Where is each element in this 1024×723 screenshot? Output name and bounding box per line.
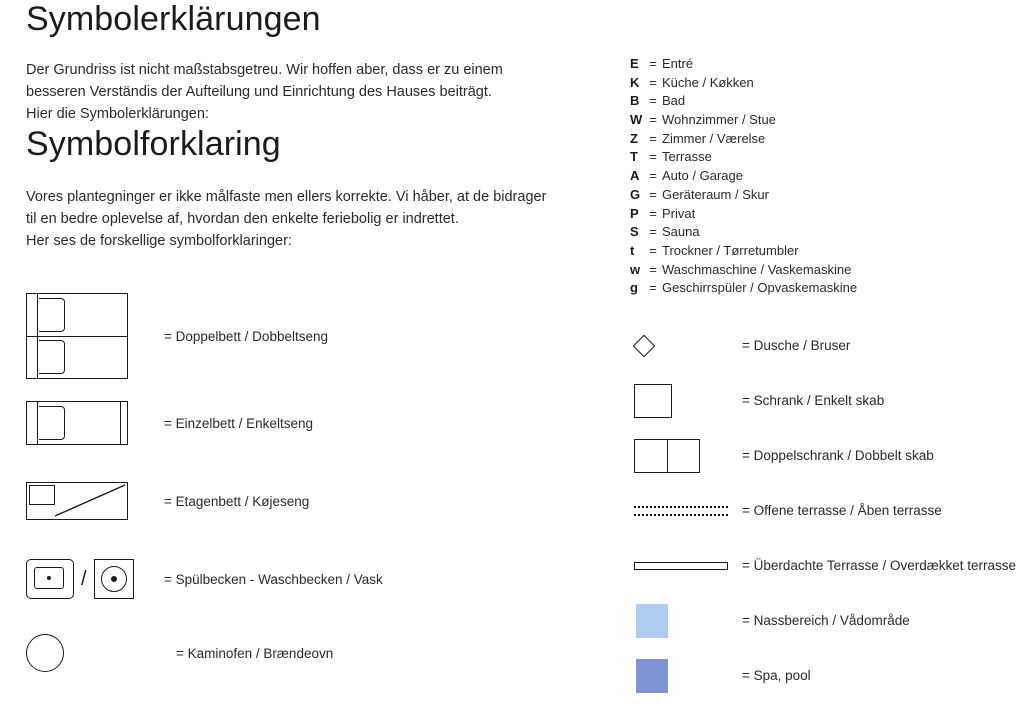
abbr-equals: = [649,186,657,202]
legend-label-open-terrace: = Offene terrasse / Åben terrasse [742,503,942,518]
abbr-value: Privat [662,205,696,221]
abbreviation-row [630,262,1010,281]
legend-label-double-bed: = Doppelbett / Dobbeltseng [164,328,328,344]
single-cabinet-icon [630,384,742,418]
abbr-equals: = [649,130,657,146]
page-title-danish: Symbolforklaring [26,125,281,164]
legend-row-single-cabinet [630,373,1024,428]
legend-row-double-bed [26,288,586,384]
bunk-bed-icon [26,482,146,520]
abbreviation-row [630,93,1010,112]
legend-label-shower: = Dusche / Bruser [742,338,851,353]
wet-area-swatch-icon [630,604,742,638]
abbr-equals: = [649,205,657,221]
legend-label-double-cabinet: = Doppelschrank / Dobbelt skab [742,448,934,463]
abbr-value: Küche / Køkken [662,74,754,90]
abbreviation-row [630,168,1010,187]
intro-dk-line-2: til en bedre oplevelse af, hvordan den enkelte feriebolig er indrettet. [26,211,459,228]
legend-row-single-bed [26,384,586,462]
abbr-value: Bad [662,93,686,109]
abbr-value: Terrasse [662,149,712,165]
abbreviation-row [630,112,1010,131]
abbreviation-row [630,243,1010,262]
single-bed-icon [26,401,146,445]
abbr-key: B [630,93,640,109]
abbreviation-row [630,75,1010,94]
abbr-value: Geräteraum / Skur [662,186,769,202]
abbreviation-row [630,131,1010,150]
legend-row-wet-area [630,593,1024,648]
intro-paragraph-danish [26,186,586,252]
abbr-value: Entré [662,56,694,71]
bunk-bed-diagonal-line [27,483,127,519]
legend-label-bunk-bed: = Etagenbett / Køjeseng [164,493,310,509]
legend-label-wet-area: = Nassbereich / Vådområde [742,613,910,628]
abbr-equals: = [649,74,657,90]
left-column [26,0,586,688]
abbr-equals: = [649,93,657,109]
abbreviation-list [630,56,1010,299]
double-bed-icon [26,293,146,379]
fireplace-stove-icon [26,634,146,672]
abbr-key: t [630,242,635,258]
legend-row-spa-pool [630,648,1024,703]
abbr-equals: = [649,112,657,128]
legend-row-open-terrace [630,483,1024,538]
double-cabinet-icon [630,439,742,473]
abbr-equals: = [649,242,657,258]
legend-label-single-cabinet: = Schrank / Enkelt skab [742,393,885,408]
abbr-value: Wohnzimmer / Stue [662,112,776,128]
abbreviation-row [630,187,1010,206]
separator-slash: / [81,567,87,590]
abbr-key: W [630,112,643,128]
abbr-value: Zimmer / Værelse [662,130,766,146]
abbr-key: Z [630,130,638,146]
abbr-key: A [630,168,640,184]
legend-row-double-cabinet [630,428,1024,483]
intro-paragraph-german [26,59,586,125]
abbr-key: K [630,74,640,90]
legend-label-spa-pool: = Spa, pool [742,668,811,683]
abbr-key: G [630,186,641,202]
legend-label-sink: = Spülbecken - Waschbecken / Vask [164,571,383,587]
left-symbol-list [26,288,586,688]
legend-label-stove: = Kaminofen / Brændeovn [176,645,334,661]
legend-label-covered-terrace: = Überdachte Terrasse / Overdækket terrasse [742,558,1016,573]
abbreviation-row [630,280,1010,299]
intro-dk-line-1: Vores plantegninger er ikke målfaste men ellers korrekte. Vi håber, at de bidrager [26,189,547,206]
sink-washbasin-icon [26,559,146,599]
legend-row-covered-terrace [630,538,1024,593]
intro-de-line-3: Hier die Symbolerklärungen: [26,106,209,123]
legend-label-single-bed: = Einzelbett / Enkeltseng [164,415,313,431]
abbr-value: Sauna [662,224,700,240]
right-symbol-list [630,318,1024,703]
abbr-equals: = [649,168,657,184]
abbr-value: Waschmaschine / Vaskemaskine [662,261,852,277]
abbr-equals: = [649,224,657,240]
kitchen-sink-icon [26,559,74,599]
page-title-german: Symbolerklärungen [26,0,321,38]
abbreviation-row [630,149,1010,168]
legend-row-stove [26,618,586,688]
intro-de-line-2: besseren Verständis der Aufteilung und Einrichtung des Hauses beiträgt. [26,84,492,101]
abbr-equals: = [649,261,657,277]
intro-dk-line-3: Her ses de forskellige symbolforklaringer: [26,233,292,250]
shower-icon [630,338,742,354]
abbr-equals: = [649,149,657,165]
abbr-key: w [630,261,641,277]
abbreviation-row [630,224,1010,243]
spa-pool-swatch-icon [630,659,742,693]
open-terrace-icon [630,506,742,516]
abbr-key: S [630,224,639,240]
abbr-value: Auto / Garage [662,168,743,184]
abbr-equals: = [649,280,657,296]
abbr-equals: = [649,56,657,71]
legend-row-bunk-bed [26,462,586,540]
covered-terrace-icon [630,562,742,570]
abbr-key: T [630,149,638,165]
legend-row-sink [26,540,586,618]
abbr-key: P [630,205,639,221]
legend-row-shower [630,318,1024,373]
abbr-value: Geschirrspüler / Opvaskemaskine [662,280,858,296]
abbr-key: E [630,56,639,71]
abbreviation-row [630,206,1010,225]
abbreviation-row [630,56,1010,75]
washbasin-icon [94,559,134,599]
intro-de-line-1: Der Grundriss ist nicht maßstabsgetreu. Wir hoffen aber, dass er zu einem [26,62,503,79]
abbr-key: g [630,280,638,296]
abbr-value: Trockner / Tørretumbler [662,242,799,258]
